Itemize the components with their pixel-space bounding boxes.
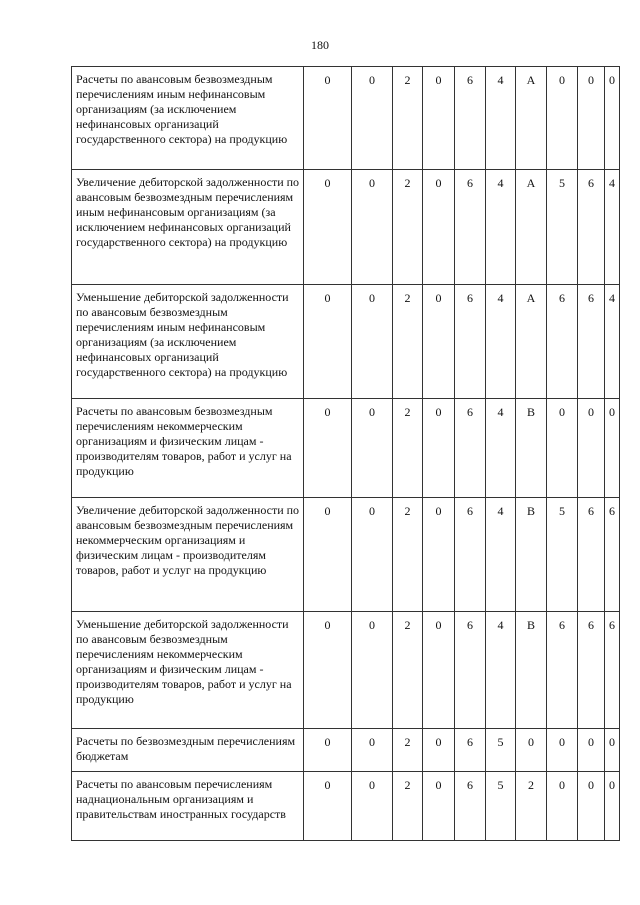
code-digit: 4 <box>486 612 516 729</box>
code-digit: А <box>516 285 547 399</box>
table-row <box>72 67 620 170</box>
code-digit: 6 <box>455 729 486 772</box>
code-digit: 0 <box>304 67 352 170</box>
code-digit: 6 <box>455 612 486 729</box>
table-row <box>72 170 620 285</box>
code-digit: 6 <box>455 399 486 498</box>
code-digit: 4 <box>486 170 516 285</box>
code-digit: 0 <box>605 67 620 170</box>
code-digit: 0 <box>578 772 605 841</box>
code-digit: 2 <box>393 67 423 170</box>
code-digit: 6 <box>605 612 620 729</box>
code-digit: В <box>516 498 547 612</box>
code-digit: А <box>516 170 547 285</box>
code-digit: 6 <box>547 612 578 729</box>
table-row <box>72 399 620 498</box>
code-digit: 2 <box>393 498 423 612</box>
code-digit: 6 <box>455 67 486 170</box>
code-digit: 2 <box>393 399 423 498</box>
code-digit: 0 <box>304 498 352 612</box>
row-name: Расчеты по авансовым безвозмездным перечислениям иным нефинансовым организациям (за исключением нефинансовых организаций государственного сектора) на продукцию <box>72 67 304 170</box>
row-name: Расчеты по безвозмездным перечислениям бюджетам <box>72 729 304 772</box>
row-name: Уменьшение дебиторской задолженности по авансовым безвозмездным перечислениям иным нефинансовым организациям (за исключением нефинансовых организаций государственного сектора) на продукцию <box>72 285 304 399</box>
code-digit: 2 <box>393 729 423 772</box>
code-digit: 6 <box>547 285 578 399</box>
account-codes-table <box>71 66 620 841</box>
code-digit: 0 <box>352 729 393 772</box>
code-digit: В <box>516 612 547 729</box>
code-digit: А <box>516 67 547 170</box>
table-row <box>72 285 620 399</box>
row-name: Уменьшение дебиторской задолженности по авансовым безвозмездным перечислениям некоммерческим организациям и физическим лицам - производителям товаров, работ и услуг на продукцию <box>72 612 304 729</box>
code-digit: 0 <box>547 399 578 498</box>
code-digit: 0 <box>304 285 352 399</box>
code-digit: 4 <box>605 285 620 399</box>
code-digit: 6 <box>455 285 486 399</box>
code-digit: 0 <box>352 612 393 729</box>
code-digit: 0 <box>304 729 352 772</box>
code-digit: 0 <box>423 498 455 612</box>
code-digit: 4 <box>486 399 516 498</box>
code-digit: 4 <box>605 170 620 285</box>
code-digit: 0 <box>605 772 620 841</box>
code-digit: 0 <box>423 612 455 729</box>
code-digit: 2 <box>393 612 423 729</box>
code-digit: 0 <box>352 67 393 170</box>
code-digit: 2 <box>393 285 423 399</box>
code-digit: 0 <box>547 729 578 772</box>
code-digit: 0 <box>547 772 578 841</box>
code-digit: 0 <box>352 399 393 498</box>
code-digit: 6 <box>578 285 605 399</box>
row-name: Увеличение дебиторской задолженности по авансовым безвозмездным перечислениям иным нефинансовым организациям (за исключением нефинансовых организаций государственного сектора) на продукцию <box>72 170 304 285</box>
code-digit: 0 <box>352 772 393 841</box>
code-digit: В <box>516 399 547 498</box>
code-digit: 0 <box>304 170 352 285</box>
row-name: Увеличение дебиторской задолженности по авансовым безвозмездным перечислениям некоммерческим организациям и физическим лицам - производителям товаров, работ и услуг на продукцию <box>72 498 304 612</box>
table-row <box>72 612 620 729</box>
table-row <box>72 498 620 612</box>
code-digit: 5 <box>547 498 578 612</box>
code-digit: 0 <box>423 772 455 841</box>
code-digit: 0 <box>304 772 352 841</box>
code-digit: 6 <box>605 498 620 612</box>
code-digit: 0 <box>578 729 605 772</box>
code-digit: 0 <box>578 399 605 498</box>
row-name: Расчеты по авансовым перечислениям наднациональным организациям и правительствам иностранных государств <box>72 772 304 841</box>
code-digit: 0 <box>578 67 605 170</box>
code-digit: 6 <box>455 772 486 841</box>
code-digit: 4 <box>486 285 516 399</box>
code-digit: 0 <box>352 170 393 285</box>
code-digit: 6 <box>578 170 605 285</box>
code-digit: 0 <box>423 67 455 170</box>
code-digit: 0 <box>352 285 393 399</box>
code-digit: 0 <box>423 170 455 285</box>
code-digit: 0 <box>423 729 455 772</box>
row-name: Расчеты по авансовым безвозмездным перечислениям некоммерческим организациям и физическим лицам - производителям товаров, работ и услуг на продукцию <box>72 399 304 498</box>
code-digit: 0 <box>423 399 455 498</box>
page-number: 180 <box>311 38 329 52</box>
code-digit: 2 <box>393 772 423 841</box>
code-digit: 0 <box>547 67 578 170</box>
code-digit: 0 <box>423 285 455 399</box>
table-row <box>72 772 620 841</box>
code-digit: 4 <box>486 498 516 612</box>
code-digit: 5 <box>486 729 516 772</box>
code-digit: 0 <box>352 498 393 612</box>
table-row <box>72 729 620 772</box>
table-body <box>72 67 620 841</box>
code-digit: 5 <box>486 772 516 841</box>
code-digit: 0 <box>605 729 620 772</box>
code-digit: 6 <box>455 170 486 285</box>
code-digit: 0 <box>304 612 352 729</box>
code-digit: 6 <box>455 498 486 612</box>
code-digit: 4 <box>486 67 516 170</box>
code-digit: 6 <box>578 498 605 612</box>
code-digit: 2 <box>516 772 547 841</box>
code-digit: 5 <box>547 170 578 285</box>
code-digit: 0 <box>605 399 620 498</box>
code-digit: 2 <box>393 170 423 285</box>
code-digit: 6 <box>578 612 605 729</box>
code-digit: 0 <box>516 729 547 772</box>
code-digit: 0 <box>304 399 352 498</box>
